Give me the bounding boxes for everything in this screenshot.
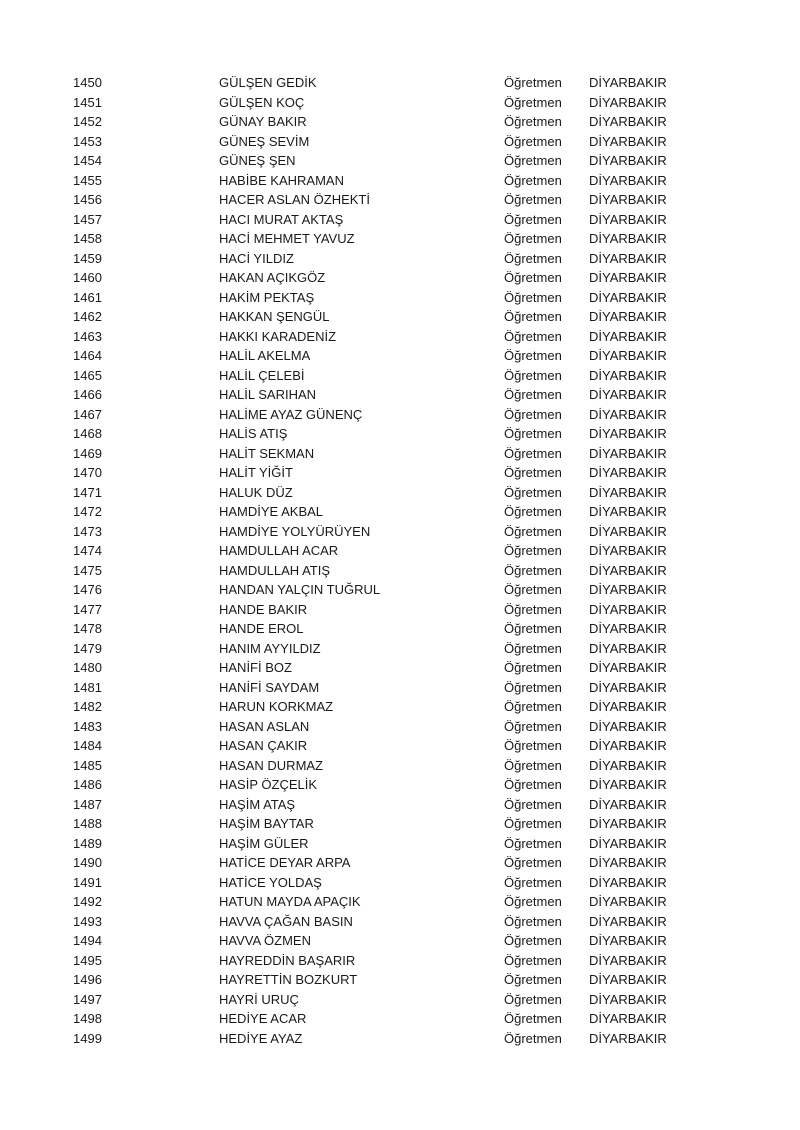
person-name: HAKKAN ŞENGÜL xyxy=(219,309,330,324)
role-label: Öğretmen xyxy=(504,250,562,266)
row-number: 1473 xyxy=(73,523,102,539)
list-item xyxy=(0,736,800,756)
row-number: 1491 xyxy=(73,874,102,890)
role-label: Öğretmen xyxy=(504,387,562,402)
list-item xyxy=(0,73,800,93)
role-label: Öğretmen xyxy=(504,562,562,578)
person-name: HAKAN AÇIKGÖZ xyxy=(219,270,326,285)
row-number: 1461 xyxy=(73,289,102,305)
row-number: 1483 xyxy=(73,718,102,734)
row-number: 1475 xyxy=(73,562,102,578)
row-number: 1482 xyxy=(73,699,102,714)
person-name: HANİFİ BOZ xyxy=(219,660,292,675)
person-name: HABİBE KAHRAMAN xyxy=(219,172,344,188)
city-label: DİYARBAKIR xyxy=(589,660,667,675)
list-item xyxy=(0,717,800,737)
city-label: DİYARBAKIR xyxy=(589,601,667,617)
city-label: DİYARBAKIR xyxy=(589,504,667,519)
city-label: DİYARBAKIR xyxy=(589,465,667,480)
person-name: HATUN MAYDA APAÇIK xyxy=(219,894,361,909)
row-number: 1469 xyxy=(73,445,102,461)
role-label: Öğretmen xyxy=(504,855,562,870)
list-item xyxy=(0,990,800,1010)
city-label: DİYARBAKIR xyxy=(589,718,667,734)
person-name: HASAN ÇAKIR xyxy=(219,738,308,753)
city-label: DİYARBAKIR xyxy=(589,991,667,1007)
role-label: Öğretmen xyxy=(504,699,562,714)
role-label: Öğretmen xyxy=(504,75,562,90)
row-number: 1487 xyxy=(73,796,102,812)
role-label: Öğretmen xyxy=(504,172,562,188)
row-number: 1454 xyxy=(73,153,102,168)
city-label: DİYARBAKIR xyxy=(589,445,667,461)
row-number: 1477 xyxy=(73,601,102,617)
list-item xyxy=(0,912,800,932)
person-name: HALUK DÜZ xyxy=(219,484,293,500)
row-number: 1499 xyxy=(73,1030,102,1046)
city-label: DİYARBAKIR xyxy=(589,250,667,266)
role-label: Öğretmen xyxy=(504,289,562,305)
row-number: 1459 xyxy=(73,250,102,266)
role-label: Öğretmen xyxy=(504,796,562,812)
person-name: HANDE BAKIR xyxy=(219,601,308,617)
person-name: HACİ YILDIZ xyxy=(219,250,294,266)
row-number: 1456 xyxy=(73,192,102,207)
role-label: Öğretmen xyxy=(504,445,562,461)
row-number: 1455 xyxy=(73,172,102,188)
row-number: 1452 xyxy=(73,114,102,129)
list-item xyxy=(0,795,800,815)
row-number: 1488 xyxy=(73,816,102,831)
city-label: DİYARBAKIR xyxy=(589,231,667,246)
city-label: DİYARBAKIR xyxy=(589,972,667,987)
list-item xyxy=(0,541,800,561)
list-item xyxy=(0,756,800,776)
person-name: HAŞİM ATAŞ xyxy=(219,796,296,812)
list-item xyxy=(0,132,800,152)
person-name: HATİCE YOLDAŞ xyxy=(219,874,322,890)
person-name: HALİME AYAZ GÜNENÇ xyxy=(219,406,363,422)
row-number: 1495 xyxy=(73,952,102,968)
city-label: DİYARBAKIR xyxy=(589,796,667,812)
role-label: Öğretmen xyxy=(504,523,562,539)
row-number: 1470 xyxy=(73,465,102,480)
list-item xyxy=(0,463,800,483)
row-number: 1494 xyxy=(73,933,102,948)
city-label: DİYARBAKIR xyxy=(589,133,667,149)
person-name: HATİCE DEYAR ARPA xyxy=(219,855,351,870)
person-name: HALİL ÇELEBİ xyxy=(219,367,305,383)
list-item xyxy=(0,151,800,171)
person-name: GÜLŞEN GEDİK xyxy=(219,75,317,90)
list-item xyxy=(0,210,800,230)
city-label: DİYARBAKIR xyxy=(589,406,667,422)
role-label: Öğretmen xyxy=(504,933,562,948)
list-item xyxy=(0,502,800,522)
list-item xyxy=(0,814,800,834)
list-item xyxy=(0,873,800,893)
row-number: 1476 xyxy=(73,582,102,597)
role-label: Öğretmen xyxy=(504,426,562,441)
person-name: HALİL AKELMA xyxy=(219,348,311,363)
person-name: HACER ASLAN ÖZHEKTİ xyxy=(219,192,370,207)
city-label: DİYARBAKIR xyxy=(589,94,667,110)
city-label: DİYARBAKIR xyxy=(589,874,667,890)
row-number: 1484 xyxy=(73,738,102,753)
person-name: GÜNEŞ SEVİM xyxy=(219,133,310,149)
list-item xyxy=(0,112,800,132)
list-item xyxy=(0,853,800,873)
city-label: DİYARBAKIR xyxy=(589,679,667,695)
role-label: Öğretmen xyxy=(504,816,562,831)
person-name: HANDAN YALÇIN TUĞRUL xyxy=(219,582,381,597)
role-label: Öğretmen xyxy=(504,133,562,149)
row-number: 1471 xyxy=(73,484,102,500)
city-label: DİYARBAKIR xyxy=(589,894,667,909)
row-number: 1464 xyxy=(73,348,102,363)
list-item xyxy=(0,444,800,464)
row-number: 1468 xyxy=(73,426,102,441)
row-number: 1457 xyxy=(73,211,102,227)
city-label: DİYARBAKIR xyxy=(589,621,667,636)
list-item xyxy=(0,561,800,581)
person-name: HACI MURAT AKTAŞ xyxy=(219,211,344,227)
city-label: DİYARBAKIR xyxy=(589,757,667,773)
person-name: HEDİYE ACAR xyxy=(219,1011,307,1026)
city-label: DİYARBAKIR xyxy=(589,153,667,168)
city-label: DİYARBAKIR xyxy=(589,640,667,656)
city-label: DİYARBAKIR xyxy=(589,1030,667,1046)
row-number: 1479 xyxy=(73,640,102,656)
list-item xyxy=(0,190,800,210)
list-item xyxy=(0,580,800,600)
role-label: Öğretmen xyxy=(504,504,562,519)
city-label: DİYARBAKIR xyxy=(589,523,667,539)
list-item xyxy=(0,678,800,698)
person-name: HALİS ATIŞ xyxy=(219,426,288,441)
list-item xyxy=(0,1009,800,1029)
role-label: Öğretmen xyxy=(504,328,562,344)
row-number: 1451 xyxy=(73,94,102,110)
city-label: DİYARBAKIR xyxy=(589,114,667,129)
role-label: Öğretmen xyxy=(504,679,562,695)
city-label: DİYARBAKIR xyxy=(589,543,667,558)
city-label: DİYARBAKIR xyxy=(589,738,667,753)
city-label: DİYARBAKIR xyxy=(589,855,667,870)
city-label: DİYARBAKIR xyxy=(589,328,667,344)
list-item xyxy=(0,288,800,308)
list-item xyxy=(0,600,800,620)
person-name: GÜNEŞ ŞEN xyxy=(219,153,296,168)
city-label: DİYARBAKIR xyxy=(589,75,667,90)
list-item xyxy=(0,307,800,327)
role-label: Öğretmen xyxy=(504,484,562,500)
city-label: DİYARBAKIR xyxy=(589,367,667,383)
role-label: Öğretmen xyxy=(504,582,562,597)
person-name: HAMDİYE YOLYÜRÜYEN xyxy=(219,523,371,539)
person-name: GÜNAY BAKIR xyxy=(219,114,307,129)
row-number: 1481 xyxy=(73,679,102,695)
city-label: DİYARBAKIR xyxy=(589,816,667,831)
city-label: DİYARBAKIR xyxy=(589,582,667,597)
teacher-list xyxy=(0,73,800,1048)
person-name: HAKİM PEKTAŞ xyxy=(219,289,315,305)
role-label: Öğretmen xyxy=(504,1030,562,1046)
person-name: HAŞİM BAYTAR xyxy=(219,816,314,831)
list-item xyxy=(0,522,800,542)
role-label: Öğretmen xyxy=(504,894,562,909)
list-item xyxy=(0,697,800,717)
city-label: DİYARBAKIR xyxy=(589,1011,667,1026)
row-number: 1497 xyxy=(73,991,102,1007)
row-number: 1480 xyxy=(73,660,102,675)
role-label: Öğretmen xyxy=(504,621,562,636)
person-name: HAŞİM GÜLER xyxy=(219,835,309,851)
list-item xyxy=(0,970,800,990)
person-name: HAMDULLAH ACAR xyxy=(219,543,339,558)
list-item xyxy=(0,385,800,405)
person-name: HAMDULLAH ATIŞ xyxy=(219,562,331,578)
list-item xyxy=(0,639,800,659)
list-item xyxy=(0,366,800,386)
city-label: DİYARBAKIR xyxy=(589,562,667,578)
role-label: Öğretmen xyxy=(504,660,562,675)
list-item xyxy=(0,892,800,912)
person-name: HASAN ASLAN xyxy=(219,718,310,734)
role-label: Öğretmen xyxy=(504,192,562,207)
role-label: Öğretmen xyxy=(504,738,562,753)
row-number: 1489 xyxy=(73,835,102,851)
list-item xyxy=(0,951,800,971)
row-number: 1467 xyxy=(73,406,102,422)
city-label: DİYARBAKIR xyxy=(589,933,667,948)
city-label: DİYARBAKIR xyxy=(589,289,667,305)
role-label: Öğretmen xyxy=(504,406,562,422)
role-label: Öğretmen xyxy=(504,211,562,227)
person-name: HAKKI KARADENİZ xyxy=(219,328,337,344)
row-number: 1485 xyxy=(73,757,102,773)
role-label: Öğretmen xyxy=(504,114,562,129)
role-label: Öğretmen xyxy=(504,835,562,851)
city-label: DİYARBAKIR xyxy=(589,913,667,929)
list-item xyxy=(0,249,800,269)
role-label: Öğretmen xyxy=(504,718,562,734)
role-label: Öğretmen xyxy=(504,270,562,285)
person-name: HEDİYE AYAZ xyxy=(219,1030,303,1046)
person-name: HASİP ÖZÇELİK xyxy=(219,777,318,792)
city-label: DİYARBAKIR xyxy=(589,835,667,851)
role-label: Öğretmen xyxy=(504,367,562,383)
role-label: Öğretmen xyxy=(504,640,562,656)
city-label: DİYARBAKIR xyxy=(589,699,667,714)
list-item xyxy=(0,424,800,444)
person-name: HAYREDDİN BAŞARIR xyxy=(219,952,356,968)
role-label: Öğretmen xyxy=(504,231,562,246)
row-number: 1490 xyxy=(73,855,102,870)
row-number: 1462 xyxy=(73,309,102,324)
role-label: Öğretmen xyxy=(504,348,562,363)
person-name: HAMDİYE AKBAL xyxy=(219,504,324,519)
row-number: 1478 xyxy=(73,621,102,636)
role-label: Öğretmen xyxy=(504,153,562,168)
person-name: HAYRETTİN BOZKURT xyxy=(219,972,358,987)
person-name: HAVVA ÖZMEN xyxy=(219,933,311,948)
row-number: 1486 xyxy=(73,777,102,792)
row-number: 1496 xyxy=(73,972,102,987)
city-label: DİYARBAKIR xyxy=(589,172,667,188)
city-label: DİYARBAKIR xyxy=(589,309,667,324)
role-label: Öğretmen xyxy=(504,972,562,987)
list-item xyxy=(0,327,800,347)
city-label: DİYARBAKIR xyxy=(589,211,667,227)
person-name: HAVVA ÇAĞAN BASIN xyxy=(219,913,353,929)
row-number: 1458 xyxy=(73,231,102,246)
list-item xyxy=(0,775,800,795)
row-number: 1472 xyxy=(73,504,102,519)
role-label: Öğretmen xyxy=(504,874,562,890)
row-number: 1453 xyxy=(73,133,102,149)
city-label: DİYARBAKIR xyxy=(589,348,667,363)
list-item xyxy=(0,483,800,503)
person-name: GÜLŞEN KOÇ xyxy=(219,94,305,110)
city-label: DİYARBAKIR xyxy=(589,777,667,792)
role-label: Öğretmen xyxy=(504,757,562,773)
role-label: Öğretmen xyxy=(504,94,562,110)
list-item xyxy=(0,346,800,366)
list-item xyxy=(0,834,800,854)
city-label: DİYARBAKIR xyxy=(589,426,667,441)
person-name: HANIM AYYILDIZ xyxy=(219,640,321,656)
row-number: 1466 xyxy=(73,387,102,402)
city-label: DİYARBAKIR xyxy=(589,270,667,285)
row-number: 1460 xyxy=(73,270,102,285)
person-name: HALİT SEKMAN xyxy=(219,445,315,461)
role-label: Öğretmen xyxy=(504,543,562,558)
list-item xyxy=(0,1029,800,1049)
person-name: HALİL SARIHAN xyxy=(219,387,317,402)
list-item xyxy=(0,93,800,113)
role-label: Öğretmen xyxy=(504,1011,562,1026)
person-name: HAYRİ URUÇ xyxy=(219,991,299,1007)
list-item xyxy=(0,171,800,191)
city-label: DİYARBAKIR xyxy=(589,484,667,500)
row-number: 1463 xyxy=(73,328,102,344)
person-name: HALİT YİĞİT xyxy=(219,465,293,480)
role-label: Öğretmen xyxy=(504,913,562,929)
role-label: Öğretmen xyxy=(504,777,562,792)
person-name: HARUN KORKMAZ xyxy=(219,699,334,714)
row-number: 1493 xyxy=(73,913,102,929)
row-number: 1450 xyxy=(73,75,102,90)
row-number: 1465 xyxy=(73,367,102,383)
list-item xyxy=(0,658,800,678)
person-name: HANDE EROL xyxy=(219,621,304,636)
role-label: Öğretmen xyxy=(504,309,562,324)
role-label: Öğretmen xyxy=(504,465,562,480)
list-item xyxy=(0,931,800,951)
list-item xyxy=(0,619,800,639)
city-label: DİYARBAKIR xyxy=(589,387,667,402)
list-item xyxy=(0,405,800,425)
list-item xyxy=(0,229,800,249)
row-number: 1474 xyxy=(73,543,102,558)
role-label: Öğretmen xyxy=(504,601,562,617)
person-name: HACİ MEHMET YAVUZ xyxy=(219,231,355,246)
row-number: 1492 xyxy=(73,894,102,909)
role-label: Öğretmen xyxy=(504,952,562,968)
person-name: HANİFİ SAYDAM xyxy=(219,679,320,695)
city-label: DİYARBAKIR xyxy=(589,192,667,207)
role-label: Öğretmen xyxy=(504,991,562,1007)
person-name: HASAN DURMAZ xyxy=(219,757,324,773)
row-number: 1498 xyxy=(73,1011,102,1026)
city-label: DİYARBAKIR xyxy=(589,952,667,968)
list-item xyxy=(0,268,800,288)
